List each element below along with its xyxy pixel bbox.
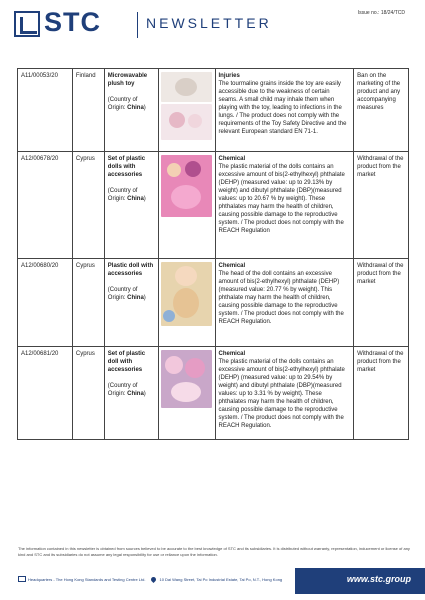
measures-taken: Withdrawal of the product from the market [354,152,409,258]
table-row [18,259,409,347]
product-image-cell [159,69,216,151]
disclaimer-text: The information contained in this newsletter is obtained from sources believed to be accurate to the best knowledge of STC and its subsidiaries. It is distributed without warranty, representation, inducement or license of any kind and STC and its subsidiaries do not assume any legal responsibility for use or reliance upon the information. [18,546,410,557]
notifying-country: Cyprus [73,347,105,439]
risk-description: The tourmaline grains inside the toy are easily accessible due to the weakness of certain seams. A small child may inhale them when playing with the toy, leading to infections in the lungs. / The product does not comply with the requirements of the Toy Safety Directive and the relevant European standard EN 71-1. [218,81,347,135]
product-image-cell [159,259,216,346]
issue-number: Issue no.: 18/24/TCD [357,10,405,16]
reference-number: A11/00053/20 [18,69,73,151]
measures-taken: Ban on the marketing of the product and any accompanying measures [354,69,409,151]
stc-logo-text: STC [44,7,101,37]
hq-address: 10 Dai Wang Street, Tai Po Industrial Estate, Tai Po, N.T., Hong Kong [159,576,283,582]
location-pin-icon [150,575,157,582]
product-image-cell [159,347,216,439]
product-photo [161,104,212,140]
website-link[interactable]: www.stc.group [346,574,411,584]
product-photo [161,262,212,326]
hq-logo-icon [18,576,26,582]
product-photo [161,350,212,408]
product-name: Microwavable plush toy [107,73,148,87]
risk-type: Injuries [218,73,240,79]
newsletter-header [0,0,425,50]
product-cell [105,69,159,151]
risk-type: Chemical [218,263,246,269]
measures-taken: Withdrawal of the product from the market [354,347,409,439]
product-photo [161,155,212,217]
recall-table [17,68,409,440]
product-cell [105,259,159,346]
risk-description: The head of the doll contains an excessive amount of bis(2-ethylhexyl) phthalate (DEHP)(measured value: 20.77 % by weight). This phthalate may harm the health of children, causing possible damage to the reproductive system. / The product does not comply with the REACH Regulation. [218,271,344,325]
risk-cell [216,259,355,346]
reference-number: A12/00681/20 [18,347,73,439]
risk-description: The plastic material of the dolls contains an excessive amount of bis(2-ethylhexyl) phthalate (DEHP) (measured value: up to 29.13% by weight) and dibutyl phthalate (DBP)(measured values: up to 20.67 % by weight). These phthalates may harm the health of children, causing possible damage to the reproductive system. / The product does not comply with the REACH Regulation [218,164,345,234]
reference-number: A12/00680/20 [18,259,73,346]
table-row [18,347,409,440]
risk-description: The plastic material of the dolls contains an excessive amount of bis(2-ethylhexyl) phthalate (DEHP) (measured value: up to 29.54% by weight) and dibutyl phthalate (DBP)(measured values: up to 3.31 % by weight). These phthalates may harm the health of children, causing possible damage to the reproductive system. / The product does not comply with the REACH Regulation. [218,359,345,429]
product-image-cell [159,152,216,258]
product-name: Set of plastic doll with accessories [107,351,146,373]
notifying-country: Cyprus [73,259,105,346]
risk-cell [216,347,355,439]
reference-number: A12/00678/20 [18,152,73,258]
newsletter-title: NEWSLETTER [146,15,272,31]
risk-cell [216,69,355,151]
country-of-origin: (Country of Origin: China) [107,287,146,301]
hq-label: Headquarters - The Hong Kong Standards and Testing Centre Ltd. [28,576,146,582]
header-divider [137,12,138,38]
product-cell [105,347,159,439]
country-of-origin: (Country of Origin: China) [107,97,146,111]
product-name: Plastic doll with accessories [107,263,154,277]
risk-type: Chemical [218,351,246,357]
country-of-origin: (Country of Origin: China) [107,383,146,397]
product-cell [105,152,159,258]
table-row [18,152,409,259]
product-photo [161,72,212,102]
country-of-origin: (Country of Origin: China) [107,188,146,202]
table-row [18,69,409,152]
stc-logo-icon [14,11,40,37]
risk-cell [216,152,355,258]
footer-address [18,576,282,582]
risk-type: Chemical [218,156,246,162]
product-name: Set of plastic dolls with accessories [107,156,146,178]
notifying-country: Finland [73,69,105,151]
notifying-country: Cyprus [73,152,105,258]
measures-taken: Withdrawal of the product from the market [354,259,409,346]
